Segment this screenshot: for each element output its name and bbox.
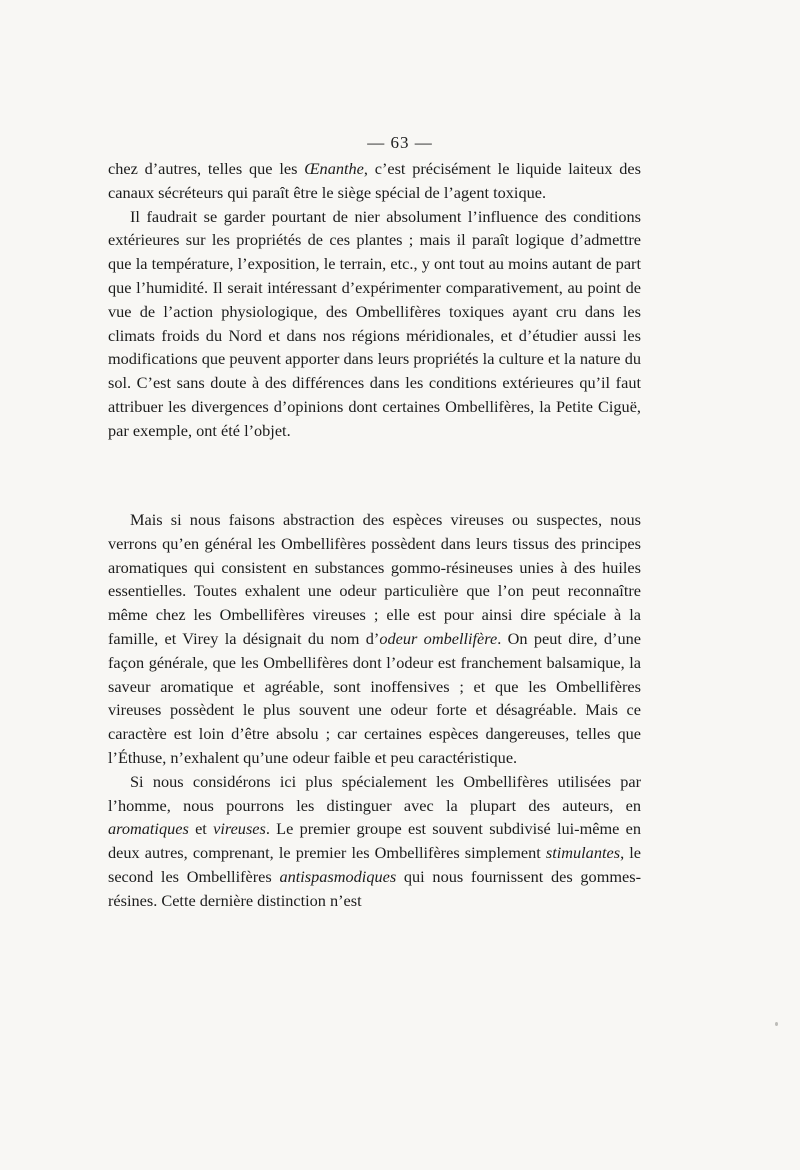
- text-block-upper: [108, 157, 641, 443]
- paragraph: [108, 157, 641, 205]
- text-run: . Le premier groupe est souvent subdivisé lui-même en deux autres, comprenant, le premier les Ombellifères simplement: [108, 819, 642, 863]
- page-number: — 63 —: [367, 133, 433, 152]
- italic-term: vireuses: [213, 819, 266, 839]
- text-run: Si nous considérons ici plus spécialement les Ombellifères utilisées par l’homme, nous pourrons les distinguer avec la plupart des auteurs, en: [108, 771, 641, 815]
- italic-term: antispasmodiques: [279, 866, 397, 886]
- text-block-lower: [108, 508, 641, 913]
- italic-term: stimulantes: [545, 843, 621, 863]
- paragraph: [108, 205, 641, 443]
- italic-term: Œnanthe: [304, 159, 364, 178]
- italic-term: aromatiques: [108, 819, 189, 839]
- text-run: chez d’autres, telles que les: [108, 159, 305, 178]
- text-run: . On peut dire, d’une façon générale, que les Ombellifères dont l’odeur est franchement balsamique, la saveur aromatique et agréable, sont inoffensives ; et que les Ombellifères vireuses possèdent le plus souvent une odeur forte et désagréable. Mais ce caractère est loin d’être absolu ; car certaines espèces dangereuses, telles que l’Éthuse, n’exhalent qu’une odeur faible et peu caractéristique.: [108, 628, 641, 767]
- paper-speck: [775, 1022, 778, 1026]
- paragraph: [108, 770, 641, 913]
- text-run: , c’est précisément le liquide laiteux des canaux sécréteurs qui paraît être le siège spécial de l’agent toxique.: [108, 159, 641, 202]
- text-run: et: [188, 819, 214, 839]
- text-run: Il faudrait se garder pourtant de nier absolument l’influence des conditions extérieures sur les propriétés de ces plantes ; mais il paraît logique d’admettre que la température, l’exposition, le terrain, etc., y ont tout au moins autant de part que l’humidité. Il serait intéressant d’expérimenter comparativement, au point de vue de l’action physiologique, des Ombellifères toxiques ayant cru dans les climats froids du Nord et dans nos régions méridionales, et d’étudier aussi les modifications que peuvent apporter dans leurs propriétés la culture et la nature du sol. C’est sans doute à des différences dans les conditions extérieures qu’il faut attribuer les divergences d’opinions dont certaines Ombellifères, la Petite Ciguë, par exemple, ont été l’objet.: [108, 206, 641, 440]
- text-run: , le second les Ombellifères: [108, 843, 641, 886]
- paragraph: [108, 508, 641, 770]
- text-run: Mais si nous faisons abstraction des espèces vireuses ou suspectes, nous verrons qu’en général les Ombellifères possèdent dans leurs tissus des principes aromatiques qui consistent en substances gommo-résineuses unies à des huiles essentielles. Toutes exhalent une odeur particulière que l’on peut reconnaître même chez les Ombellifères vireuses ; elle est pour ainsi dire spéciale à la famille, et Virey la désignait du nom d’: [108, 510, 641, 648]
- italic-term: odeur ombellifère: [379, 628, 498, 648]
- text-run: qui nous fournissent des gommes-résines. Cette dernière distinction n’est: [108, 866, 642, 910]
